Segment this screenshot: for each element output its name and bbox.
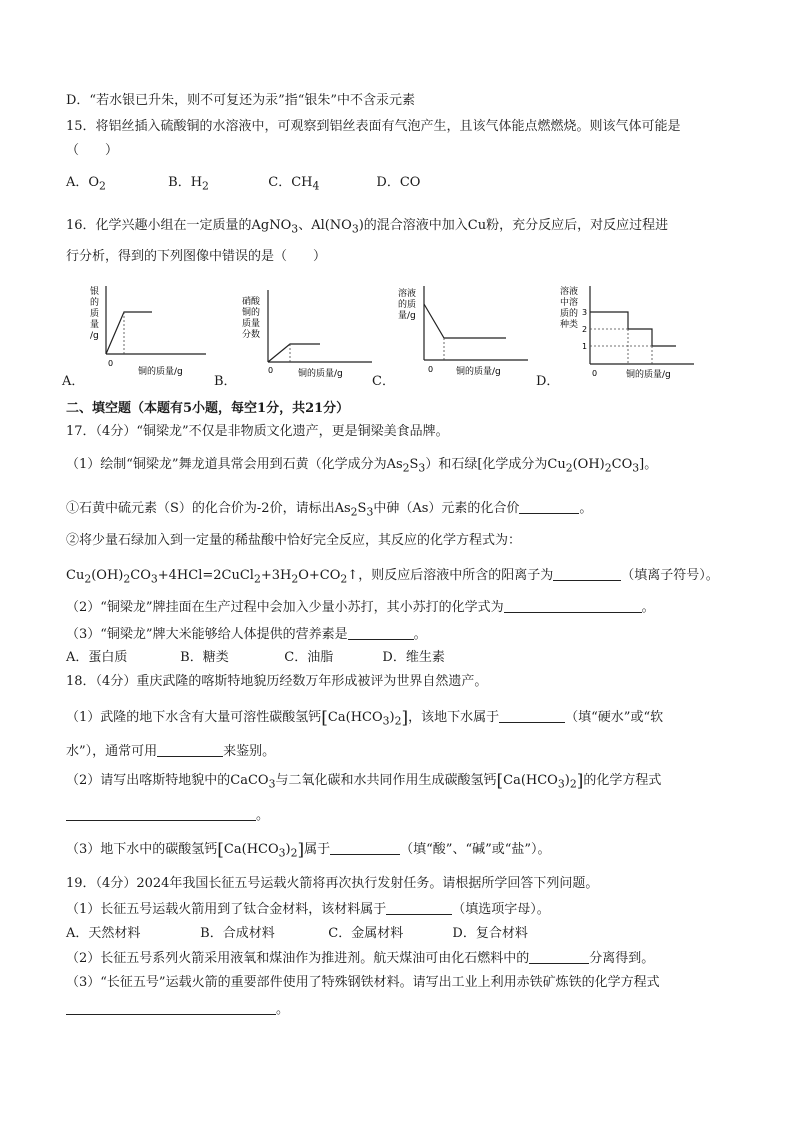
q17-option-c: C．油脂 [284, 650, 334, 665]
q15-options [66, 174, 420, 196]
q18-part2-line2: 。 [66, 806, 269, 825]
graph-d-ytick-3: 3 [582, 308, 588, 317]
q18-part2: （2）请写出喀斯特地貌中的CaCO$_3$与二氧化碳和水共同作用生成碳酸氢钙$[Ca(HCO_3)_2]$的化学方程式 [66, 771, 662, 791]
graph-a-ylabel-4: 量 [90, 320, 100, 330]
q19-part2: （2）长征五号系列火箭采用液氧和煤油作为推进剂。航天煤油可由化石燃料中的 分离得到。 [66, 951, 655, 966]
q17-option-a: A．蛋白质 [66, 650, 128, 665]
q18-blank-4[interactable] [330, 840, 400, 855]
graph-c-curve [424, 304, 506, 338]
q17-blank-2[interactable] [553, 566, 621, 581]
graph-a-ylabel-5: /g [90, 331, 99, 341]
q15-stem: 15．将铝丝插入硫酸铜的水溶液中，可观察到铝丝表面有气泡产生，且该气体能点燃燃烧。则该气体可能是 [66, 119, 681, 134]
q16-stem-line2: 行分析，得到的下列图像中错误的是（ ） [66, 249, 327, 264]
graph-d-svg [558, 282, 708, 382]
graph-a-ylabel [90, 285, 99, 341]
graph-c-origin: 0 [428, 365, 434, 374]
q17-options [66, 649, 445, 667]
q17-sub1: ①石黄中硫元素（S）的化合价为-2价，请标出$As_2S_3$中砷（As）元素的化合价 。 [66, 501, 593, 519]
graph-b-ylabel-4: 分数 [242, 330, 261, 340]
q15-option-a: A．$O_2$ [66, 175, 106, 193]
graph-b-svg [238, 282, 388, 378]
graph-c [394, 282, 544, 382]
q18-part3: （3）地下水中的碳酸氢钙$[Ca(HCO_3)_2]$属于 （填“酸”、“碱”或“盐”）。 [66, 840, 551, 860]
q16-graphs [62, 282, 702, 388]
q17-blank-4[interactable] [348, 625, 414, 640]
q17-part1: （1）绘制“铜梁龙”舞龙道具常会用到石黄（化学成分为$As_2S_3$）和石绿[化学成分为$Cu_2(OH)_2CO_3$]。 [66, 457, 658, 475]
graph-a-ylabel-2: 的 [90, 298, 100, 308]
q18-part1-line2: 水”），通常可用 来鉴别。 [66, 744, 276, 759]
q18-part1: （1）武隆的地下水含有大量可溶性碳酸氢钙$[Ca(HCO_3)_2]$，该地下水属于 （填“硬水”或“软 [66, 708, 664, 728]
graph-d-ylabel-2: 中溶 [560, 298, 579, 308]
graph-d-ytick-2: 2 [582, 325, 588, 334]
graph-a-ylabel-3: 质 [90, 309, 100, 319]
graph-c-ylabel-2: 的质 [398, 300, 417, 310]
graph-d-ylabel-3: 质的 [560, 309, 579, 319]
graph-d-guides [590, 329, 652, 364]
q15-option-d: D．CO [376, 175, 421, 190]
q19-part1: （1）长征五号运载火箭用到了钛合金材料，该材料属于 （填选项字母）。 [66, 902, 550, 917]
q18-blank-3[interactable] [66, 806, 256, 821]
q17-part3: （3）“铜梁龙”牌大米能够给人体提供的营养素是 。 [66, 627, 427, 642]
q19-option-c: C．金属材料 [328, 926, 404, 941]
q19-option-a: A．天然材料 [66, 926, 141, 941]
graph-a-curve [106, 312, 152, 354]
graph-b-curve [268, 344, 320, 362]
q17-sub2: ②将少量石绿加入到一定量的稀盐酸中恰好完全反应，其反应的化学方程式为： [66, 533, 522, 548]
q17-stem: 17．（4分）“铜梁龙”不仅是非物质文化遗产，更是铜梁美食品牌。 [66, 424, 449, 439]
q19-stem: 19．（4分）2024年我国长征五号运载火箭将再次执行发射任务。请根据所学回答下列问题。 [66, 876, 599, 891]
graph-d-xlabel: 铜的质量/g [626, 370, 671, 380]
q17-part2: （2）“铜梁龙”牌挂面在生产过程中会加入少量小苏打，其小苏打的化学式为 。 [66, 600, 655, 615]
q19-option-b: B．合成材料 [200, 926, 275, 941]
q18-blank-1[interactable] [499, 708, 565, 723]
q16-stem: 16．化学兴趣小组在一定质量的AgNO$_3$、$Al(NO_3)$的混合溶液中加入Cu粉，充分反应后，对反应过程进 [66, 218, 669, 236]
graph-b-ylabel [242, 295, 261, 340]
graph-d-origin: 0 [592, 369, 598, 378]
graph-a-origin: 0 [108, 359, 114, 368]
graph-c-ylabel [398, 287, 416, 321]
graph-b-ylabel-3: 质量 [242, 319, 261, 329]
graph-d-label: D． [536, 374, 560, 389]
graph-a-ylabel-1: 银 [90, 287, 100, 297]
graph-c-svg [394, 282, 544, 378]
q17-blank-1[interactable] [519, 499, 579, 514]
q17-equation: $Cu_2(OH)_2CO_3+4HCl=2CuCl_2+3H_2O+CO_2↑$，则反应后溶液中所含的阳离子为 （填离子符号）。 [66, 568, 719, 586]
graph-d-ylabel-1: 溶液 [560, 287, 579, 297]
q19-option-d: D．复合材料 [452, 926, 528, 941]
graph-a-svg [86, 282, 226, 378]
graph-b-ylabel-2: 铜的 [242, 308, 261, 318]
q19-options [66, 925, 528, 943]
graph-b [238, 282, 388, 382]
q19-blank-1[interactable] [386, 900, 452, 915]
q17-option-d: D．维生素 [382, 650, 445, 665]
graph-b-label: B． [214, 374, 237, 389]
q19-part3: （3）“长征五号”运载火箭的重要部件使用了特殊钢铁材料。请写出工业上利用赤铁矿炼铁的化学方程式 [66, 975, 660, 990]
graph-c-ylabel-3: 量/g [398, 311, 416, 321]
graph-d-ylabel [560, 285, 578, 330]
graph-d-ylabel-4: 种类 [560, 320, 579, 330]
graph-a [86, 282, 226, 382]
q15-option-c: C．$CH_4$ [268, 175, 320, 193]
graph-c-xlabel: 铜的质量/g [456, 367, 501, 377]
q19-blank-3[interactable] [66, 1000, 276, 1015]
q18-blank-2[interactable] [157, 742, 223, 757]
graph-d-ytick-1: 1 [582, 342, 588, 351]
q15-paren: （ ） [66, 143, 119, 158]
q17-blank-3[interactable] [504, 598, 642, 613]
graph-d [558, 282, 708, 386]
q14-option-d: D．“若水银已升朱，则不可复还为汞”指“银朱”中不含汞元素 [66, 93, 416, 108]
q19-blank-2[interactable] [529, 949, 589, 964]
graph-a-label: A． [62, 374, 85, 389]
graph-c-ylabel-1: 溶液 [398, 289, 417, 299]
q17-option-b: B．糖类 [180, 650, 229, 665]
q15-option-b: B．$H_2$ [168, 175, 209, 193]
section-2-title: 二、填空题（本题有5小题，每空1分，共21分） [66, 401, 350, 416]
graph-a-xlabel: 铜的质量/g [138, 367, 183, 377]
q19-part3-line2: 。 [66, 1000, 289, 1019]
q18-stem: 18．（4分）重庆武隆的喀斯特地貌历经数万年形成被评为世界自然遗产。 [66, 674, 488, 689]
graph-b-ylabel-1: 硝酸 [242, 297, 261, 307]
graph-b-xlabel: 铜的质量/g [298, 369, 343, 378]
graph-b-origin: 0 [268, 366, 274, 375]
graph-c-label: C． [372, 374, 395, 389]
